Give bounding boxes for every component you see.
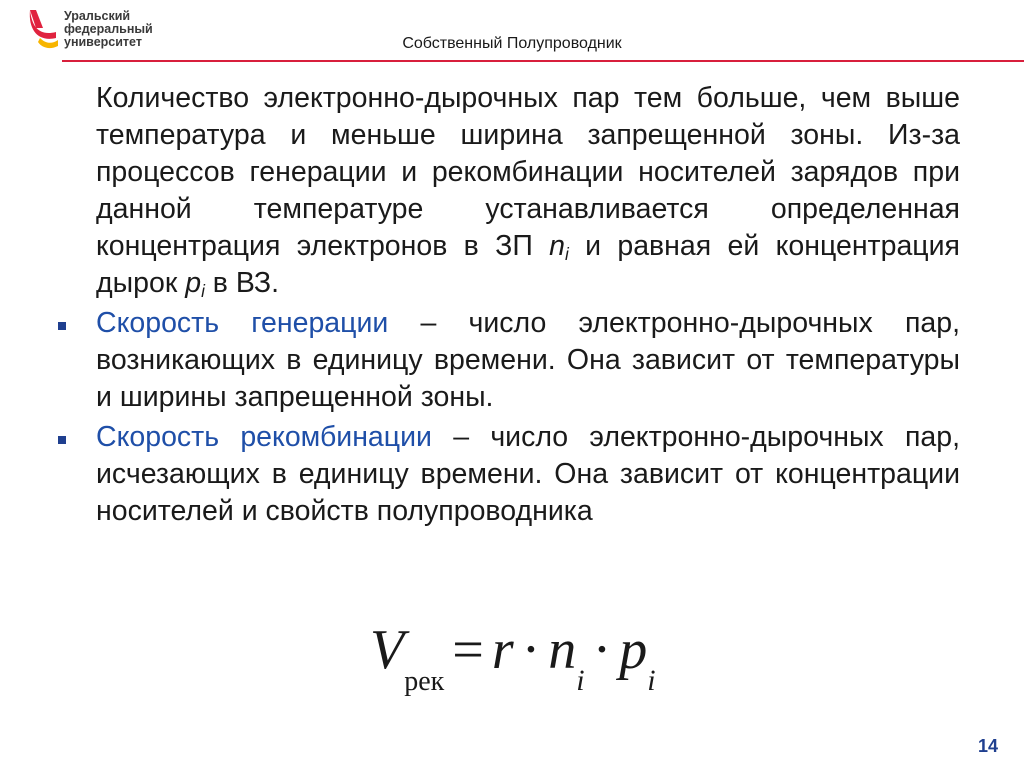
intro-text-2: и равная ей концентрация дырок	[96, 230, 960, 299]
ni-variable: n	[549, 230, 565, 262]
bullet-square-icon	[58, 322, 66, 330]
slide-content	[96, 80, 960, 530]
pi-variable: p	[185, 267, 202, 299]
formula-dot-1: ·	[521, 619, 541, 681]
page-number: 14	[977, 736, 998, 756]
bullet-recombination-rate	[96, 419, 960, 530]
recombination-rate-formula	[370, 618, 656, 698]
bullet-square-icon	[58, 436, 66, 444]
formula-p-subscript: i	[647, 664, 656, 697]
formula-dot-2: ·	[592, 619, 612, 681]
term-generation-rate: Скорость генерации	[96, 307, 389, 339]
recombination-rate-definition: – число электронно-дырочных пар, исчезающих в единицу времени. Она зависит от концентрации носителей и свойств полупроводника	[96, 421, 960, 527]
slide-title: Собственный Полупроводник	[402, 35, 622, 52]
title-divider	[62, 60, 1024, 62]
pi-subscript: i	[201, 282, 205, 302]
formula-equals: =	[452, 619, 484, 681]
formula-r: r	[491, 619, 514, 681]
formula-v-subscript: рек	[404, 666, 445, 697]
bullet-recombination-text-block	[96, 419, 960, 530]
intro-text-3: в ВЗ.	[204, 267, 280, 299]
term-recombination-rate: Скорость рекомбинации	[96, 421, 432, 453]
bullet-generation-text-block	[96, 305, 960, 416]
bullet-generation-rate	[96, 305, 960, 416]
intro-text-1: Количество электронно-дырочных пар тем больше, чем выше температура и меньше ширина запрещенной зоны. Из-за процессов генерации и рекомбинации носителей зарядов при данной температуре устанавливается определенная концентрация электронов в ЗП	[96, 82, 960, 262]
formula-v: V	[370, 619, 405, 681]
ni-subscript: i	[565, 245, 569, 265]
formula-n: n	[548, 619, 577, 681]
formula-n-subscript: i	[576, 664, 585, 697]
intro-paragraph	[96, 80, 960, 302]
university-logo-text: Уральский федеральный университет	[64, 9, 153, 49]
formula-p: p	[619, 619, 648, 681]
generation-rate-definition: – число электронно-дырочных пар, возникающих в единицу времени. Она зависит от температуры и ширины запрещенной зоны.	[96, 307, 960, 413]
